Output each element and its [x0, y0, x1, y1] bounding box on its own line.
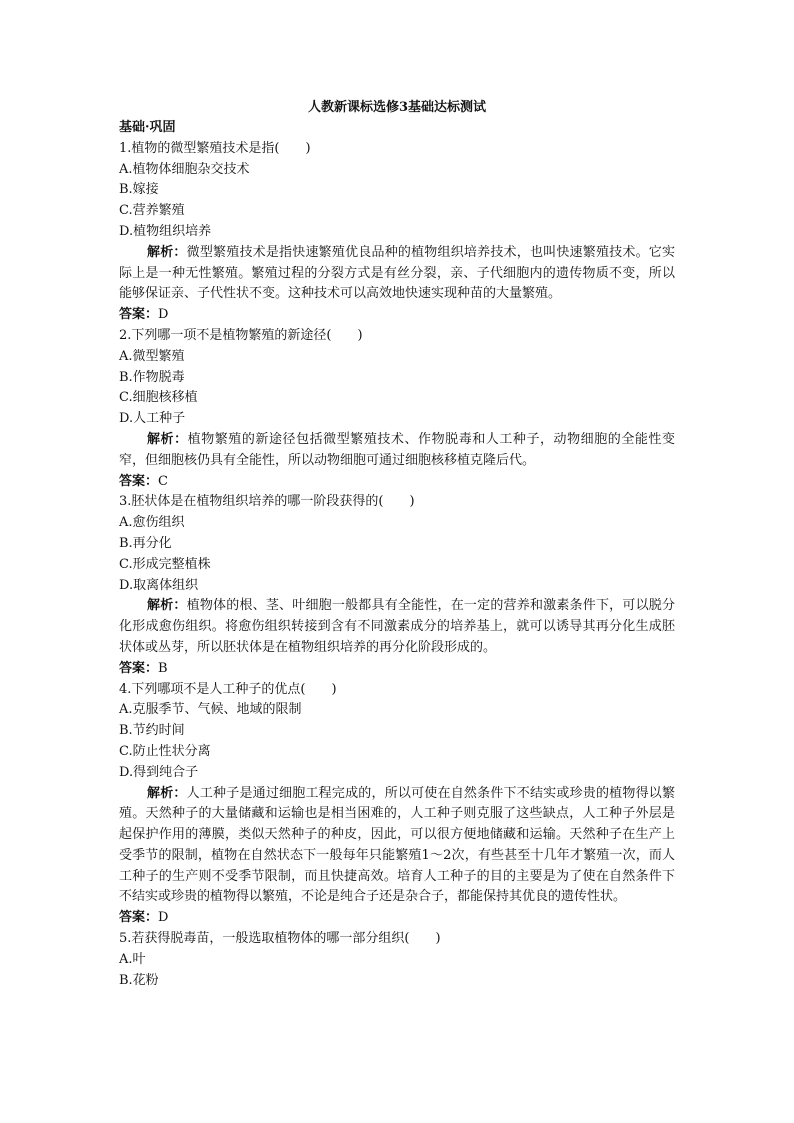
question-2-option-d: D.人工种子	[119, 411, 186, 427]
question-3-option-d: D.取离体组织	[119, 577, 199, 593]
question-3-option-b: B.再分化	[119, 535, 172, 551]
question-1-answer	[119, 305, 675, 326]
question-4-option-c: C.防止性状分离	[119, 743, 211, 759]
question-5-option-b: B.花粉	[119, 972, 159, 988]
question-2-stem: 2.下列哪一项不是植物繁殖的新途径( )	[119, 327, 363, 343]
question-1-option-b: B.嫁接	[119, 182, 159, 198]
analysis-label: 解析：	[147, 431, 188, 447]
analysis-text: 植物繁殖的新途径包括微型繁殖技术、作物脱毒和人工种子，动物细胞的全能性变窄，但细胞核仍具有全能性，所以动物细胞可通过细胞核移植克隆后代。	[119, 431, 675, 468]
question-3-option-a: A.愈伤组织	[119, 515, 185, 531]
question-1-option-a: A.植物体细胞杂交技术	[119, 161, 250, 177]
answer-label: 答案：	[119, 473, 159, 489]
analysis-label: 解析：	[147, 244, 187, 260]
answer-value: D	[158, 910, 169, 926]
analysis-text: 人工种子是通过细胞工程完成的，所以可使在自然条件下不结实或珍贵的植物得以繁殖。天然种子的大量储藏和运输也是相当困难的，人工种子则克服了这些缺点，人工种子外层是起保护作用的薄膜，类似天然种子的种皮，因此，可以很方便地储藏和运输。天然种子在生产上受季节的限制，植物在自然状态下一般每年只能繁殖1～2次，有些甚至十几年才繁殖一次，而人工种子的生产则不受季节限制，而且快捷高效。培育人工种子的目的主要是为了使在自然条件下不结实或珍贵的植物得以繁殖，不论是纯合子还是杂合子，都能保持其优良的遗传性状。	[119, 785, 675, 905]
question-1-option-d: D.植物组织培养	[119, 223, 212, 239]
question-4-analysis	[119, 784, 675, 909]
answer-value: D	[158, 307, 169, 323]
question-4-stem: 4.下列哪项不是人工种子的优点( )	[119, 681, 337, 697]
question-3-analysis	[119, 596, 675, 658]
question-1-stem: 1.植物的微型繁殖技术是指( )	[119, 140, 311, 156]
analysis-text: 微型繁殖技术是指快速繁殖优良品种的植物组织培养技术，也叫快速繁殖技术。它实际上是一种无性繁殖。繁殖过程的分裂方式是有丝分裂，亲、子代细胞内的遗传物质不变，所以能够保证亲、子代性状不变。这种技术可以高效地快速实现种苗的大量繁殖。	[119, 244, 675, 302]
question-5-stem: 5.若获得脱毒苗，一般选取植物体的哪一部分组织( )	[119, 931, 441, 947]
question-3-stem: 3.胚状体是在植物组织培养的哪一阶段获得的( )	[119, 494, 415, 510]
question-2-analysis	[119, 430, 675, 472]
question-2-option-b: B.作物脱毒	[119, 369, 185, 385]
question-4-answer	[119, 908, 675, 929]
question-2-option-a: A.微型繁殖	[119, 348, 185, 364]
answer-value: B	[158, 660, 168, 676]
question-5-option-a: A.叶	[119, 951, 146, 967]
analysis-text: 植物体的根、茎、叶细胞一般都具有全能性，在一定的营养和激素条件下，可以脱分化形成愈伤组织。将愈伤组织转接到含有不同激素成分的培养基上，就可以诱导其再分化生成胚状体或丛芽，所以胚状体是在植物组织培养的再分化阶段形成的。	[119, 598, 675, 655]
answer-label: 答案：	[119, 307, 159, 323]
question-4-option-a: A.克服季节、气候、地域的限制	[119, 702, 302, 718]
page-title: 人教新课标选修3基础达标测试	[307, 100, 487, 115]
question-3-option-c: C.形成完整植株	[119, 556, 211, 572]
question-3-answer	[119, 659, 675, 680]
question-2-answer	[119, 472, 675, 493]
section-heading: 基础·巩固	[119, 120, 176, 135]
question-4-option-d: D.得到纯合子	[119, 764, 199, 780]
analysis-label: 解析：	[147, 785, 187, 801]
question-2-option-c: C.细胞核移植	[119, 390, 198, 406]
answer-label: 答案：	[119, 660, 159, 676]
analysis-label: 解析：	[147, 598, 187, 614]
question-4-option-b: B.节约时间	[119, 723, 185, 739]
answer-label: 答案：	[119, 910, 159, 926]
answer-value: C	[158, 473, 168, 489]
question-1-option-c: C.营养繁殖	[119, 203, 185, 219]
question-1-analysis	[119, 243, 675, 305]
document-body	[119, 118, 675, 991]
